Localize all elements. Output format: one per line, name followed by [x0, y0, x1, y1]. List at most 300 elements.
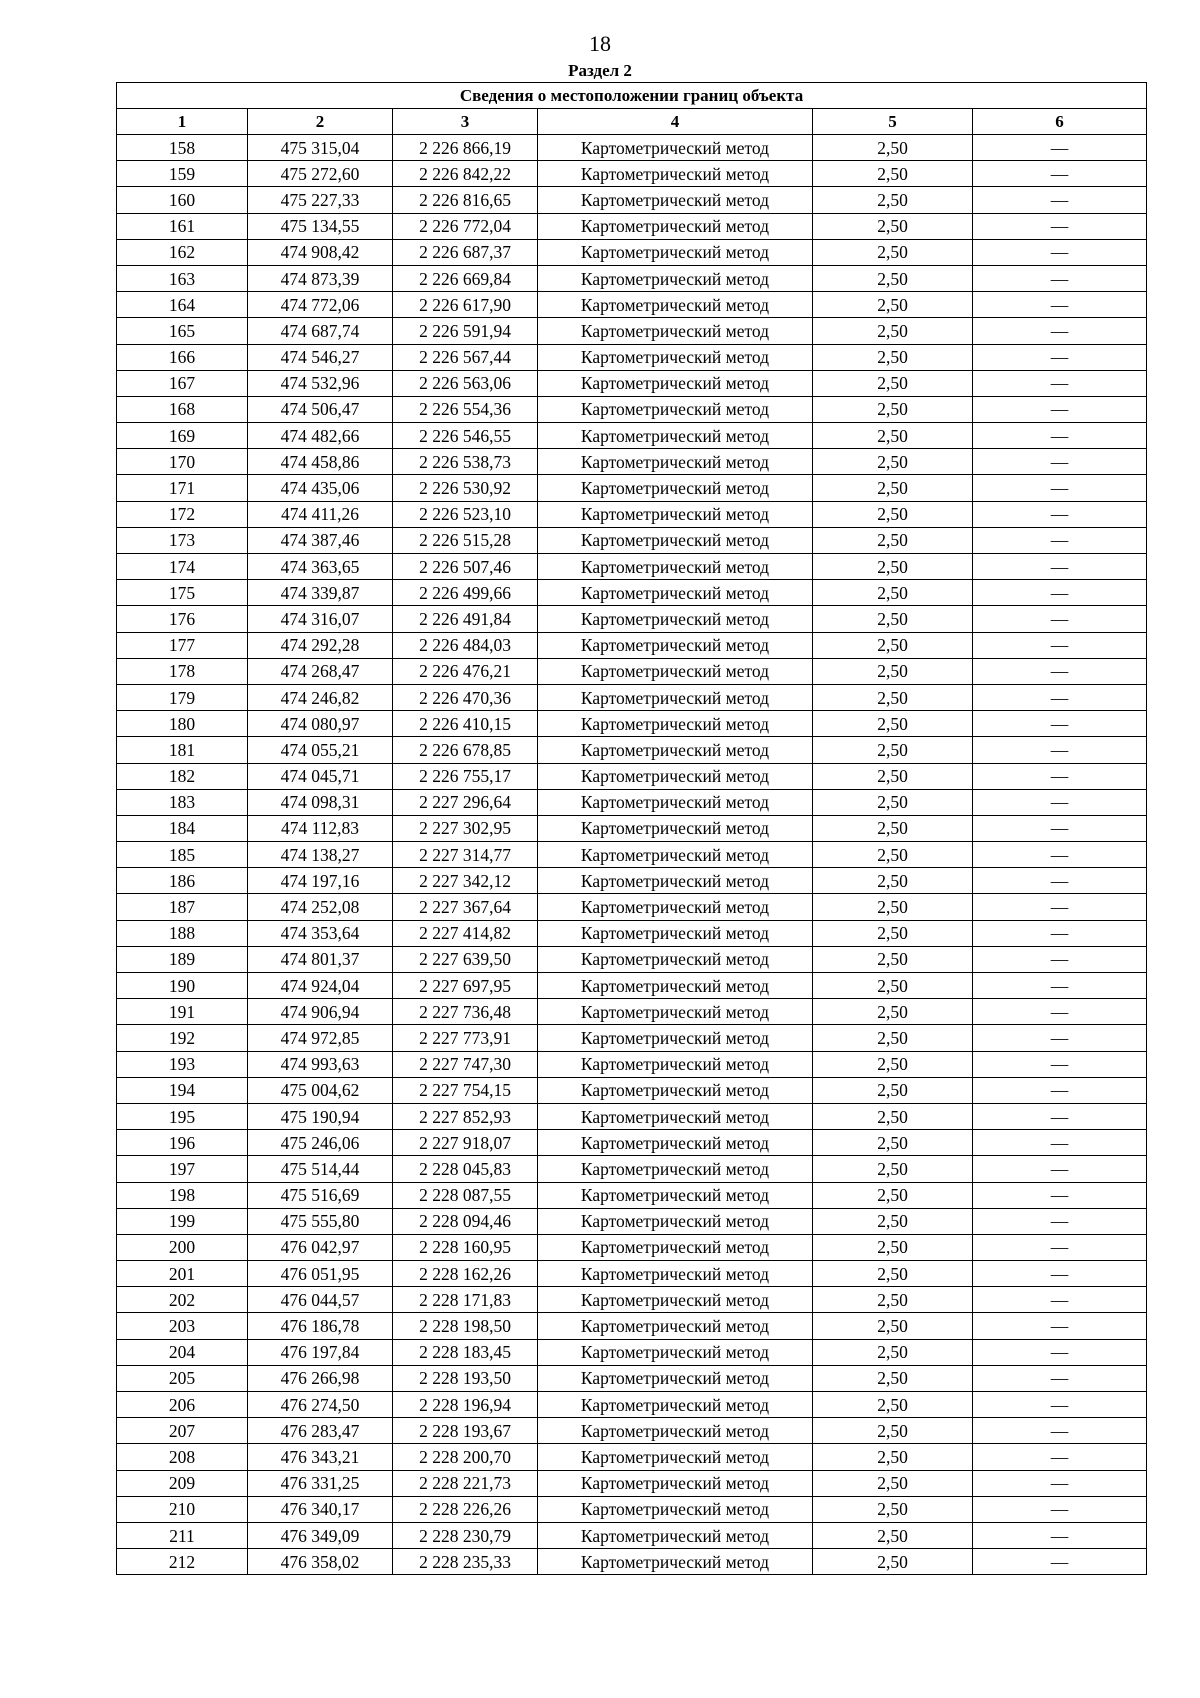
y-coordinate-cell: 2 227 773,91 — [393, 1025, 538, 1051]
method-cell: Картометрический метод — [538, 1234, 813, 1260]
x-coordinate-cell: 474 112,83 — [248, 815, 393, 841]
point-number-cell: 207 — [117, 1418, 248, 1444]
table-row — [117, 318, 1147, 344]
point-number-cell: 196 — [117, 1130, 248, 1156]
y-coordinate-cell: 2 227 296,64 — [393, 789, 538, 815]
y-coordinate-cell: 2 227 314,77 — [393, 842, 538, 868]
y-coordinate-cell: 2 228 045,83 — [393, 1156, 538, 1182]
accuracy-cell: 2,50 — [813, 423, 973, 449]
y-coordinate-cell: 2 228 160,95 — [393, 1234, 538, 1260]
description-cell: — — [973, 501, 1147, 527]
description-cell: — — [973, 1496, 1147, 1522]
x-coordinate-cell: 474 908,42 — [248, 239, 393, 265]
accuracy-cell: 2,50 — [813, 711, 973, 737]
method-cell: Картометрический метод — [538, 1470, 813, 1496]
table-row — [117, 1313, 1147, 1339]
description-cell: — — [973, 1470, 1147, 1496]
method-cell: Картометрический метод — [538, 1522, 813, 1548]
y-coordinate-cell: 2 226 523,10 — [393, 501, 538, 527]
method-cell: Картометрический метод — [538, 1287, 813, 1313]
description-cell: — — [973, 1051, 1147, 1077]
point-number-cell: 191 — [117, 999, 248, 1025]
table-row — [117, 1444, 1147, 1470]
description-cell: — — [973, 1365, 1147, 1391]
x-coordinate-cell: 474 080,97 — [248, 711, 393, 737]
method-cell: Картометрический метод — [538, 1156, 813, 1182]
method-cell: Картометрический метод — [538, 999, 813, 1025]
table-row — [117, 658, 1147, 684]
table-row — [117, 1287, 1147, 1313]
x-coordinate-cell: 474 873,39 — [248, 265, 393, 291]
accuracy-cell: 2,50 — [813, 868, 973, 894]
point-number-cell: 181 — [117, 737, 248, 763]
description-cell: — — [973, 265, 1147, 291]
point-number-cell: 176 — [117, 606, 248, 632]
accuracy-cell: 2,50 — [813, 580, 973, 606]
point-number-cell: 164 — [117, 292, 248, 318]
column-header: 5 — [813, 109, 973, 135]
x-coordinate-cell: 476 051,95 — [248, 1261, 393, 1287]
point-number-cell: 189 — [117, 946, 248, 972]
x-coordinate-cell: 474 482,66 — [248, 423, 393, 449]
accuracy-cell: 2,50 — [813, 763, 973, 789]
method-cell: Картометрический метод — [538, 1130, 813, 1156]
x-coordinate-cell: 474 546,27 — [248, 344, 393, 370]
method-cell: Картометрический метод — [538, 973, 813, 999]
method-cell: Картометрический метод — [538, 1418, 813, 1444]
method-cell: Картометрический метод — [538, 1313, 813, 1339]
x-coordinate-cell: 474 411,26 — [248, 501, 393, 527]
method-cell: Картометрический метод — [538, 1496, 813, 1522]
method-cell: Картометрический метод — [538, 684, 813, 710]
table-row — [117, 239, 1147, 265]
method-cell: Картометрический метод — [538, 475, 813, 501]
method-cell: Картометрический метод — [538, 632, 813, 658]
point-number-cell: 180 — [117, 711, 248, 737]
method-cell: Картометрический метод — [538, 1261, 813, 1287]
method-cell: Картометрический метод — [538, 396, 813, 422]
point-number-cell: 208 — [117, 1444, 248, 1470]
method-cell: Картометрический метод — [538, 501, 813, 527]
description-cell: — — [973, 1392, 1147, 1418]
description-cell: — — [973, 1208, 1147, 1234]
boundary-table — [116, 82, 1147, 1575]
method-cell: Картометрический метод — [538, 213, 813, 239]
y-coordinate-cell: 2 228 087,55 — [393, 1182, 538, 1208]
description-cell: — — [973, 1182, 1147, 1208]
accuracy-cell: 2,50 — [813, 344, 973, 370]
column-header: 1 — [117, 109, 248, 135]
table-row — [117, 1156, 1147, 1182]
table-row — [117, 946, 1147, 972]
accuracy-cell: 2,50 — [813, 1365, 973, 1391]
table-row — [117, 868, 1147, 894]
description-cell: — — [973, 318, 1147, 344]
accuracy-cell: 2,50 — [813, 1025, 973, 1051]
table-row — [117, 737, 1147, 763]
x-coordinate-cell: 474 045,71 — [248, 763, 393, 789]
point-number-cell: 163 — [117, 265, 248, 291]
point-number-cell: 165 — [117, 318, 248, 344]
method-cell: Картометрический метод — [538, 894, 813, 920]
table-row — [117, 684, 1147, 710]
accuracy-cell: 2,50 — [813, 658, 973, 684]
description-cell: — — [973, 789, 1147, 815]
table-row — [117, 1549, 1147, 1575]
x-coordinate-cell: 474 801,37 — [248, 946, 393, 972]
y-coordinate-cell: 2 227 342,12 — [393, 868, 538, 894]
method-cell: Картометрический метод — [538, 946, 813, 972]
method-cell: Картометрический метод — [538, 370, 813, 396]
y-coordinate-cell: 2 228 198,50 — [393, 1313, 538, 1339]
method-cell: Картометрический метод — [538, 711, 813, 737]
description-cell: — — [973, 763, 1147, 789]
x-coordinate-cell: 476 042,97 — [248, 1234, 393, 1260]
x-coordinate-cell: 474 993,63 — [248, 1051, 393, 1077]
description-cell: — — [973, 1339, 1147, 1365]
point-number-cell: 159 — [117, 161, 248, 187]
point-number-cell: 202 — [117, 1287, 248, 1313]
x-coordinate-cell: 474 906,94 — [248, 999, 393, 1025]
table-title: Сведения о местоположении границ объекта — [117, 83, 1147, 109]
table-row — [117, 1522, 1147, 1548]
method-cell: Картометрический метод — [538, 239, 813, 265]
point-number-cell: 182 — [117, 763, 248, 789]
y-coordinate-cell: 2 228 230,79 — [393, 1522, 538, 1548]
point-number-cell: 168 — [117, 396, 248, 422]
description-cell: — — [973, 161, 1147, 187]
description-cell: — — [973, 239, 1147, 265]
x-coordinate-cell: 475 190,94 — [248, 1103, 393, 1129]
y-coordinate-cell: 2 226 476,21 — [393, 658, 538, 684]
accuracy-cell: 2,50 — [813, 1103, 973, 1129]
method-cell: Картометрический метод — [538, 1339, 813, 1365]
accuracy-cell: 2,50 — [813, 1418, 973, 1444]
x-coordinate-cell: 474 252,08 — [248, 894, 393, 920]
point-number-cell: 210 — [117, 1496, 248, 1522]
accuracy-cell: 2,50 — [813, 1287, 973, 1313]
y-coordinate-cell: 2 226 484,03 — [393, 632, 538, 658]
table-row — [117, 1261, 1147, 1287]
description-cell: — — [973, 1287, 1147, 1313]
x-coordinate-cell: 474 138,27 — [248, 842, 393, 868]
method-cell: Картометрический метод — [538, 161, 813, 187]
x-coordinate-cell: 474 339,87 — [248, 580, 393, 606]
accuracy-cell: 2,50 — [813, 920, 973, 946]
x-coordinate-cell: 474 246,82 — [248, 684, 393, 710]
x-coordinate-cell: 474 924,04 — [248, 973, 393, 999]
x-coordinate-cell: 476 331,25 — [248, 1470, 393, 1496]
table-row — [117, 1182, 1147, 1208]
y-coordinate-cell: 2 226 530,92 — [393, 475, 538, 501]
x-coordinate-cell: 476 340,17 — [248, 1496, 393, 1522]
table-row — [117, 973, 1147, 999]
point-number-cell: 209 — [117, 1470, 248, 1496]
x-coordinate-cell: 475 004,62 — [248, 1077, 393, 1103]
accuracy-cell: 2,50 — [813, 1156, 973, 1182]
y-coordinate-cell: 2 227 367,64 — [393, 894, 538, 920]
x-coordinate-cell: 476 283,47 — [248, 1418, 393, 1444]
x-coordinate-cell: 474 316,07 — [248, 606, 393, 632]
point-number-cell: 178 — [117, 658, 248, 684]
y-coordinate-cell: 2 226 772,04 — [393, 213, 538, 239]
description-cell: — — [973, 737, 1147, 763]
description-cell: — — [973, 1522, 1147, 1548]
accuracy-cell: 2,50 — [813, 239, 973, 265]
method-cell: Картометрический метод — [538, 187, 813, 213]
point-number-cell: 161 — [117, 213, 248, 239]
x-coordinate-cell: 475 272,60 — [248, 161, 393, 187]
x-coordinate-cell: 476 343,21 — [248, 1444, 393, 1470]
y-coordinate-cell: 2 228 193,50 — [393, 1365, 538, 1391]
description-cell: — — [973, 973, 1147, 999]
y-coordinate-cell: 2 226 499,66 — [393, 580, 538, 606]
method-cell: Картометрический метод — [538, 135, 813, 161]
description-cell: — — [973, 554, 1147, 580]
accuracy-cell: 2,50 — [813, 1234, 973, 1260]
accuracy-cell: 2,50 — [813, 135, 973, 161]
accuracy-cell: 2,50 — [813, 1496, 973, 1522]
column-header: 6 — [973, 109, 1147, 135]
y-coordinate-cell: 2 228 226,26 — [393, 1496, 538, 1522]
point-number-cell: 160 — [117, 187, 248, 213]
x-coordinate-cell: 474 972,85 — [248, 1025, 393, 1051]
method-cell: Картометрический метод — [538, 554, 813, 580]
description-cell: — — [973, 658, 1147, 684]
accuracy-cell: 2,50 — [813, 1077, 973, 1103]
method-cell: Картометрический метод — [538, 1444, 813, 1470]
x-coordinate-cell: 474 506,47 — [248, 396, 393, 422]
x-coordinate-cell: 474 197,16 — [248, 868, 393, 894]
point-number-cell: 199 — [117, 1208, 248, 1234]
point-number-cell: 193 — [117, 1051, 248, 1077]
y-coordinate-cell: 2 227 639,50 — [393, 946, 538, 972]
description-cell: — — [973, 135, 1147, 161]
method-cell: Картометрический метод — [538, 1208, 813, 1234]
accuracy-cell: 2,50 — [813, 606, 973, 632]
method-cell: Картометрический метод — [538, 1549, 813, 1575]
point-number-cell: 172 — [117, 501, 248, 527]
y-coordinate-cell: 2 227 736,48 — [393, 999, 538, 1025]
table-row — [117, 606, 1147, 632]
accuracy-cell: 2,50 — [813, 187, 973, 213]
table-row — [117, 1234, 1147, 1260]
column-header: 4 — [538, 109, 813, 135]
x-coordinate-cell: 474 363,65 — [248, 554, 393, 580]
table-row — [117, 1418, 1147, 1444]
accuracy-cell: 2,50 — [813, 1549, 973, 1575]
point-number-cell: 212 — [117, 1549, 248, 1575]
y-coordinate-cell: 2 226 678,85 — [393, 737, 538, 763]
method-cell: Картометрический метод — [538, 1051, 813, 1077]
point-number-cell: 192 — [117, 1025, 248, 1051]
table-row — [117, 135, 1147, 161]
accuracy-cell: 2,50 — [813, 999, 973, 1025]
point-number-cell: 162 — [117, 239, 248, 265]
table-row — [117, 1392, 1147, 1418]
y-coordinate-cell: 2 226 617,90 — [393, 292, 538, 318]
description-cell: — — [973, 292, 1147, 318]
x-coordinate-cell: 474 387,46 — [248, 527, 393, 553]
y-coordinate-cell: 2 226 591,94 — [393, 318, 538, 344]
accuracy-cell: 2,50 — [813, 1182, 973, 1208]
y-coordinate-cell: 2 226 687,37 — [393, 239, 538, 265]
table-row — [117, 265, 1147, 291]
column-header: 2 — [248, 109, 393, 135]
x-coordinate-cell: 475 516,69 — [248, 1182, 393, 1208]
accuracy-cell: 2,50 — [813, 554, 973, 580]
method-cell: Картометрический метод — [538, 920, 813, 946]
x-coordinate-cell: 475 315,04 — [248, 135, 393, 161]
accuracy-cell: 2,50 — [813, 1130, 973, 1156]
x-coordinate-cell: 474 772,06 — [248, 292, 393, 318]
point-number-cell: 179 — [117, 684, 248, 710]
x-coordinate-cell: 474 292,28 — [248, 632, 393, 658]
description-cell: — — [973, 894, 1147, 920]
y-coordinate-cell: 2 226 546,55 — [393, 423, 538, 449]
x-coordinate-cell: 476 274,50 — [248, 1392, 393, 1418]
description-cell: — — [973, 423, 1147, 449]
table-row — [117, 187, 1147, 213]
method-cell: Картометрический метод — [538, 606, 813, 632]
table-row — [117, 213, 1147, 239]
method-cell: Картометрический метод — [538, 1077, 813, 1103]
point-number-cell: 187 — [117, 894, 248, 920]
method-cell: Картометрический метод — [538, 737, 813, 763]
table-row — [117, 554, 1147, 580]
y-coordinate-cell: 2 228 193,67 — [393, 1418, 538, 1444]
table-row — [117, 1208, 1147, 1234]
description-cell: — — [973, 684, 1147, 710]
accuracy-cell: 2,50 — [813, 1522, 973, 1548]
accuracy-cell: 2,50 — [813, 1444, 973, 1470]
table-row — [117, 842, 1147, 868]
y-coordinate-cell: 2 226 554,36 — [393, 396, 538, 422]
y-coordinate-cell: 2 227 852,93 — [393, 1103, 538, 1129]
point-number-cell: 211 — [117, 1522, 248, 1548]
x-coordinate-cell: 476 044,57 — [248, 1287, 393, 1313]
table-row — [117, 763, 1147, 789]
description-cell: — — [973, 920, 1147, 946]
section-title: Раздел 2 — [568, 61, 632, 80]
point-number-cell: 203 — [117, 1313, 248, 1339]
y-coordinate-cell: 2 226 507,46 — [393, 554, 538, 580]
y-coordinate-cell: 2 226 567,44 — [393, 344, 538, 370]
point-number-cell: 194 — [117, 1077, 248, 1103]
accuracy-cell: 2,50 — [813, 1261, 973, 1287]
accuracy-cell: 2,50 — [813, 894, 973, 920]
table-row — [117, 920, 1147, 946]
point-number-cell: 200 — [117, 1234, 248, 1260]
y-coordinate-cell: 2 228 235,33 — [393, 1549, 538, 1575]
method-cell: Картометрический метод — [538, 344, 813, 370]
accuracy-cell: 2,50 — [813, 1470, 973, 1496]
table-row — [117, 475, 1147, 501]
description-cell: — — [973, 1130, 1147, 1156]
description-cell: — — [973, 1418, 1147, 1444]
y-coordinate-cell: 2 226 470,36 — [393, 684, 538, 710]
accuracy-cell: 2,50 — [813, 973, 973, 999]
y-coordinate-cell: 2 226 538,73 — [393, 449, 538, 475]
description-cell: — — [973, 1077, 1147, 1103]
y-coordinate-cell: 2 226 866,19 — [393, 135, 538, 161]
point-number-cell: 205 — [117, 1365, 248, 1391]
y-coordinate-cell: 2 226 842,22 — [393, 161, 538, 187]
x-coordinate-cell: 474 458,86 — [248, 449, 393, 475]
x-coordinate-cell: 476 349,09 — [248, 1522, 393, 1548]
method-cell: Картометрический метод — [538, 868, 813, 894]
description-cell: — — [973, 842, 1147, 868]
point-number-cell: 186 — [117, 868, 248, 894]
description-cell: — — [973, 449, 1147, 475]
accuracy-cell: 2,50 — [813, 161, 973, 187]
accuracy-cell: 2,50 — [813, 527, 973, 553]
description-cell: — — [973, 868, 1147, 894]
method-cell: Картометрический метод — [538, 789, 813, 815]
accuracy-cell: 2,50 — [813, 213, 973, 239]
description-cell: — — [973, 187, 1147, 213]
table-row — [117, 1470, 1147, 1496]
y-coordinate-cell: 2 228 196,94 — [393, 1392, 538, 1418]
x-coordinate-cell: 476 186,78 — [248, 1313, 393, 1339]
point-number-cell: 177 — [117, 632, 248, 658]
point-number-cell: 183 — [117, 789, 248, 815]
method-cell: Картометрический метод — [538, 1365, 813, 1391]
description-cell: — — [973, 946, 1147, 972]
table-row — [117, 1496, 1147, 1522]
table-body — [117, 135, 1147, 1575]
point-number-cell: 190 — [117, 973, 248, 999]
description-cell: — — [973, 815, 1147, 841]
table-row — [117, 344, 1147, 370]
table-row — [117, 423, 1147, 449]
point-number-cell: 198 — [117, 1182, 248, 1208]
description-cell: — — [973, 1444, 1147, 1470]
y-coordinate-cell: 2 227 697,95 — [393, 973, 538, 999]
y-coordinate-cell: 2 228 200,70 — [393, 1444, 538, 1470]
accuracy-cell: 2,50 — [813, 1313, 973, 1339]
table-row — [117, 1365, 1147, 1391]
description-cell: — — [973, 1261, 1147, 1287]
accuracy-cell: 2,50 — [813, 789, 973, 815]
accuracy-cell: 2,50 — [813, 842, 973, 868]
table-row — [117, 527, 1147, 553]
method-cell: Картометрический метод — [538, 318, 813, 344]
method-cell: Картометрический метод — [538, 815, 813, 841]
accuracy-cell: 2,50 — [813, 632, 973, 658]
accuracy-cell: 2,50 — [813, 946, 973, 972]
table-header-row — [117, 109, 1147, 135]
point-number-cell: 184 — [117, 815, 248, 841]
x-coordinate-cell: 474 532,96 — [248, 370, 393, 396]
description-cell: — — [973, 1234, 1147, 1260]
y-coordinate-cell: 2 226 410,15 — [393, 711, 538, 737]
accuracy-cell: 2,50 — [813, 1339, 973, 1365]
point-number-cell: 185 — [117, 842, 248, 868]
method-cell: Картометрический метод — [538, 1392, 813, 1418]
method-cell: Картометрический метод — [538, 1103, 813, 1129]
page-number: 18 — [589, 31, 611, 56]
method-cell: Картометрический метод — [538, 842, 813, 868]
table-row — [117, 1339, 1147, 1365]
accuracy-cell: 2,50 — [813, 449, 973, 475]
point-number-cell: 166 — [117, 344, 248, 370]
description-cell: — — [973, 606, 1147, 632]
accuracy-cell: 2,50 — [813, 265, 973, 291]
table-row — [117, 1051, 1147, 1077]
point-number-cell: 167 — [117, 370, 248, 396]
description-cell: — — [973, 1156, 1147, 1182]
